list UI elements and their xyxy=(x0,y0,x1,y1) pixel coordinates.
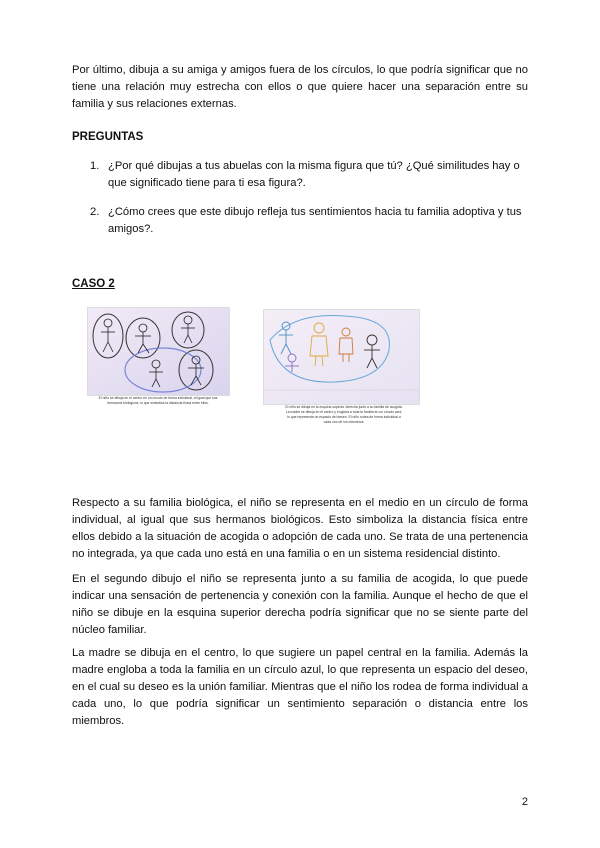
question-text: ¿Por qué dibujas a tus abuelas con la misma figura que tú? ¿Qué similitudes hay o que significado tiene para ti esa figura?. xyxy=(108,160,520,189)
page-number: 2 xyxy=(521,796,528,808)
question-number: 2. xyxy=(90,206,100,218)
question-number: 1. xyxy=(90,160,100,172)
drawing-biological-family xyxy=(87,307,230,396)
case-heading: CASO 2 xyxy=(72,278,115,290)
question-text: ¿Cómo crees que este dibujo refleja tus sentimientos hacia tu familia adoptiva y tus amigos?. xyxy=(108,206,522,235)
body-paragraph: En el segundo dibujo el niño se representa junto a su familia de acogida, lo que puede indicar una sensación de pertenencia y conexión con la familia. Aunque el hecho de que el niño se dibuje en la esquina superior derecha podría significar que no se siente parte del núcleo familiar. xyxy=(72,573,528,636)
drawing-1-caption: El niño se dibuja en el centro en un círculo de forma individual, al igual que sus hermanos biológicos, lo que simboliza la distancia física entre ellos. xyxy=(98,396,218,405)
body-paragraph: Respecto a su familia biológica, el niño se representa en el medio en un círculo de forma individual, al igual que sus hermanos biológicos. Esto simboliza la distancia física entre ellos debido a la situación de acogida o adopción de cada uno. Se trata de una pertenencia no integrada, ya que cada uno está en una familia o en un sistema residencial distinto. xyxy=(72,497,528,560)
body-paragraph: La madre se dibuja en el centro, lo que sugiere un papel central en la familia. Además la madre engloba a toda la familia en un círculo azul, lo que representa un espacio del deseo, en el cual su deseo es la unión familiar. Mientras que el niño los rodea de forma individual a cada uno, lo que podría significar un sentimiento separación o distancia entre los miembros. xyxy=(72,647,528,727)
question-item xyxy=(90,204,528,238)
intro-paragraph: Por último, dibuja a su amiga y amigos fuera de los círculos, lo que podría significar que no tiene una relación muy estrecha con ellos o que quiere hacer una separación entre su familia y sus relaciones externas. xyxy=(72,64,528,110)
questions-heading: PREGUNTAS xyxy=(72,131,144,143)
drawing-foster-family xyxy=(263,309,420,405)
question-item xyxy=(90,158,528,192)
drawing-2-caption: El niño se dibuja en la esquina superior derecha junto a su familia de acogida. La madre se dibuja en el centro y engloba a toda la familia en un círculo azul, lo que representa un espacio del deseo. El niño rodea de forma individual a cada uno de los miembros. xyxy=(285,405,403,424)
